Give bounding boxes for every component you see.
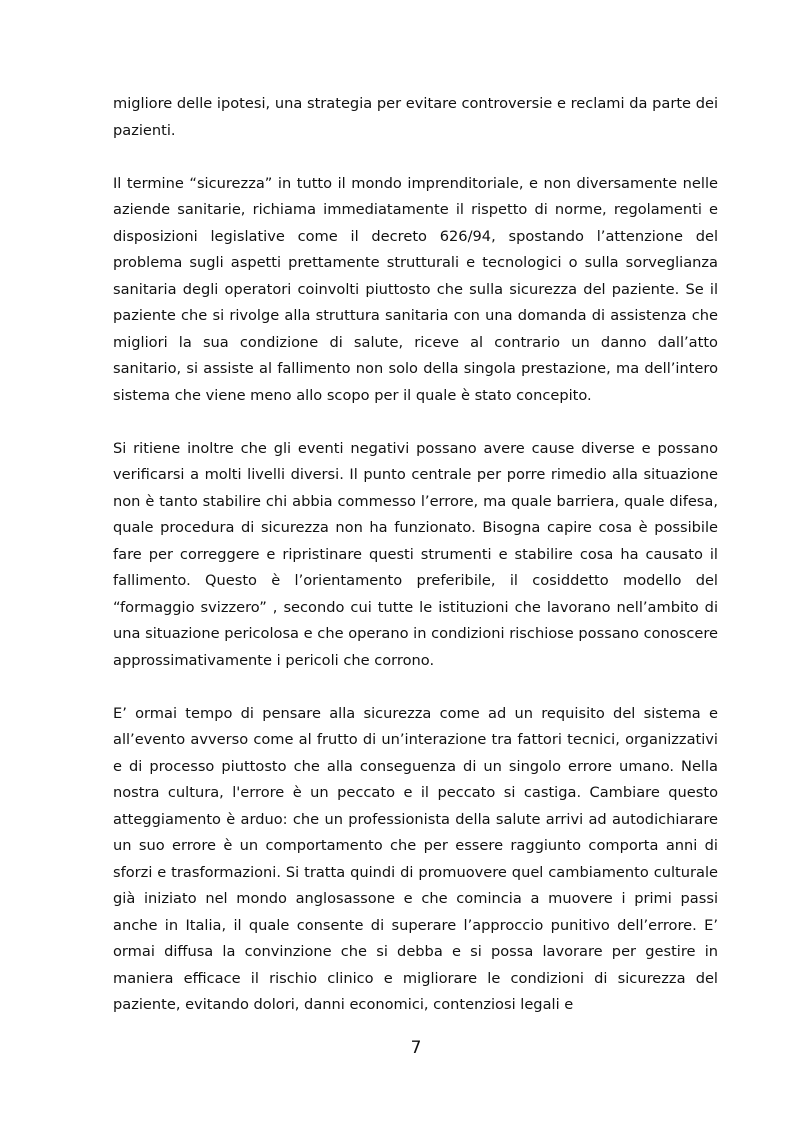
page-body	[113, 91, 718, 1019]
paragraph-2: Il termine “sicurezza” in tutto il mondo imprenditoriale, e non diversamente nelle aziende sanitarie, richiama immediatamente il rispetto di norme, regolamenti e disposizioni legislative come il decreto 626/94, spostando l’attenzione del problema sugli aspetti prettamente strutturali e tecnologici o sulla sorveglianza sanitaria degli operatori coinvolti piuttosto che sulla sicurezza del paziente. Se il paziente che si rivolge alla struttura sanitaria con una domanda di assistenza che migliori la sua condizione di salute, riceve al contrario un danno dall’atto sanitario, si assiste al fallimento non solo della singola prestazione, ma dell’intero sistema che viene meno allo scopo per il quale è stato concepito.	[113, 174, 718, 404]
paragraph-3: Si ritiene inoltre che gli eventi negativi possano avere cause diverse e possano verificarsi a molti livelli diversi. Il punto centrale per porre rimedio alla situazione non è tanto stabilire chi abbia commesso l’errore, ma quale barriera, quale difesa, quale procedura di sicurezza non ha funzionato. Bisogna capire cosa è possibile fare per correggere e ripristinare questi strumenti e stabilire cosa ha causato il fallimento. Questo è l’orientamento preferibile, il cosiddetto modello del “formaggio svizzero” , secondo cui tutte le istituzioni che lavorano nell’ambito di una situazione pericolosa e che operano in condizioni rischiose possano conoscere approssimativamente i pericoli che corrono.	[113, 439, 718, 669]
paragraph-1: migliore delle ipotesi, una strategia per evitare controversie e reclami da parte dei pazienti.	[113, 95, 718, 139]
paragraph-gap	[113, 674, 718, 701]
paragraph-gap	[113, 144, 718, 171]
paragraph-gap	[113, 409, 718, 436]
paragraph-4: E’ ormai tempo di pensare alla sicurezza come ad un requisito del sistema e all’evento avverso come al frutto di un’interazione tra fattori tecnici, organizzativi e di processo piuttosto che alla conseguenza di un singolo errore umano. Nella nostra cultura, l'errore è un peccato e il peccato si castiga. Cambiare questo atteggiamento è arduo: che un professionista della salute arrivi ad autodichiarare un suo errore è un comportamento che per essere raggiunto comporta anni di sforzi e trasformazioni. Si tratta quindi di promuovere quel cambiamento culturale già iniziato nel mondo anglosassone e che comincia a muovere i primi passi anche in Italia, il quale consente di superare l’approccio punitivo dell’errore. E’ ormai diffusa la convinzione che si debba e si possa lavorare per gestire in maniera efficace il rischio clinico e migliorare le condizioni di sicurezza del paziente, evitando dolori, danni economici, contenziosi legali e	[113, 704, 718, 1013]
page-number: 7	[410, 1038, 422, 1058]
